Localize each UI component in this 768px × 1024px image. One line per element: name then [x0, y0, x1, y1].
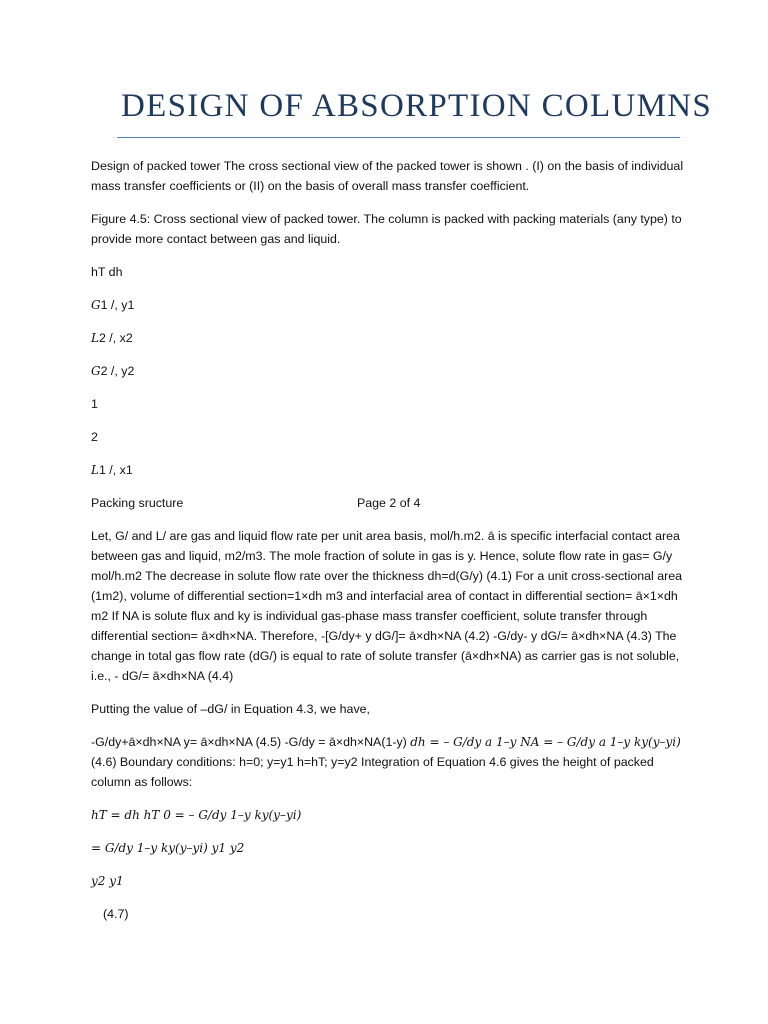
equation-paragraph: [91, 732, 691, 792]
label-ht-dh: hT dh: [91, 265, 123, 279]
label-g2-text: 2 /, y2: [100, 364, 135, 378]
document-title: DESIGN OF ABSORPTION COLUMNS: [121, 88, 713, 124]
equation-text-1: -G/dy+ā×dh×NA y= ā×dh×NA (4.5) -G/dy = ā×dh×NA(1-y): [91, 735, 411, 749]
equation-integral: = G/dy 1–y ky(y–yi) y1 y2: [91, 841, 245, 855]
label-l1-symbol: L: [91, 463, 99, 477]
label-one: 1: [91, 397, 98, 411]
label-l1: [91, 460, 691, 480]
equation-math-1: dh = – G/dy a 1–y NA = – G/dy a 1–y ky(y–yi): [410, 735, 681, 749]
packing-structure-label: Packing sructure: [91, 496, 184, 510]
label-l2-symbol: L: [91, 331, 99, 345]
label-l1-text: 1 /, x1: [98, 463, 133, 477]
equation-number: (4.7): [103, 907, 129, 921]
equation-limits: y2 y1: [91, 874, 124, 888]
label-g2: [91, 361, 691, 381]
label-l2: [91, 328, 691, 348]
label-g2-symbol: G: [91, 364, 101, 378]
page-indicator: Page 2 of 4: [357, 496, 421, 510]
paragraph-let: Let, G/ and L/ are gas and liquid flow rate per unit area basis, mol/h.m2. ā is specific interfacial contact area between gas and liquid, m2/m3. The mole fraction of solute in gas is y. Hence, solute flow rate in gas= G/y mol/h.m2 The decrease in solute flow rate over the thickness dh=d(G/y) (4.1) For a unit cross-sectional area (1m2), volume of differential section=1×dh m3 and interfacial area of contact in differential section= ā×1×dh m2 If NA is solute flux and ky is individual gas-phase mass transfer coefficient, solute transfer through differential section= ā×dh×NA. Therefore, -[G/dy+ y dG/]= ā×dh×NA (4.2) -G/dy- y dG/= ā×dh×NA (4.3) The change in total gas flow rate (dG/) is equal to rate of solute transfer (ā×dh×NA) as carrier gas is not soluble, i.e., - dG/= ā×dh×NA (4.4): [91, 529, 683, 683]
packing-line: [91, 493, 691, 513]
label-g1: [91, 295, 691, 315]
label-g1-symbol: G: [91, 298, 101, 312]
document-body: [91, 156, 691, 937]
label-g1-text: 1 /, y1: [100, 298, 135, 312]
paragraph-putting-value: Putting the value of –dG/ in Equation 4.3, we have,: [91, 702, 370, 716]
equation-text-2: (4.6) Boundary conditions: h=0; y=y1 h=hT; y=y2 Integration of Equation 4.6 gives the height of packed column as follows:: [91, 755, 654, 789]
figure-caption: Figure 4.5: Cross sectional view of packed tower. The column is packed with packing materials (any type) to provide more contact between gas and liquid.: [91, 212, 682, 246]
equation-ht: hT = dh hT 0 = – G/dy 1–y ky(y–yi): [91, 808, 302, 822]
title-underline: [117, 137, 680, 138]
intro-paragraph: Design of packed tower The cross sectional view of the packed tower is shown . (I) on the basis of individual mass transfer coefficients or (II) on the basis of overall mass transfer coefficient.: [91, 159, 684, 193]
label-l2-text: 2 /, x2: [98, 331, 133, 345]
label-two: 2: [91, 430, 98, 444]
